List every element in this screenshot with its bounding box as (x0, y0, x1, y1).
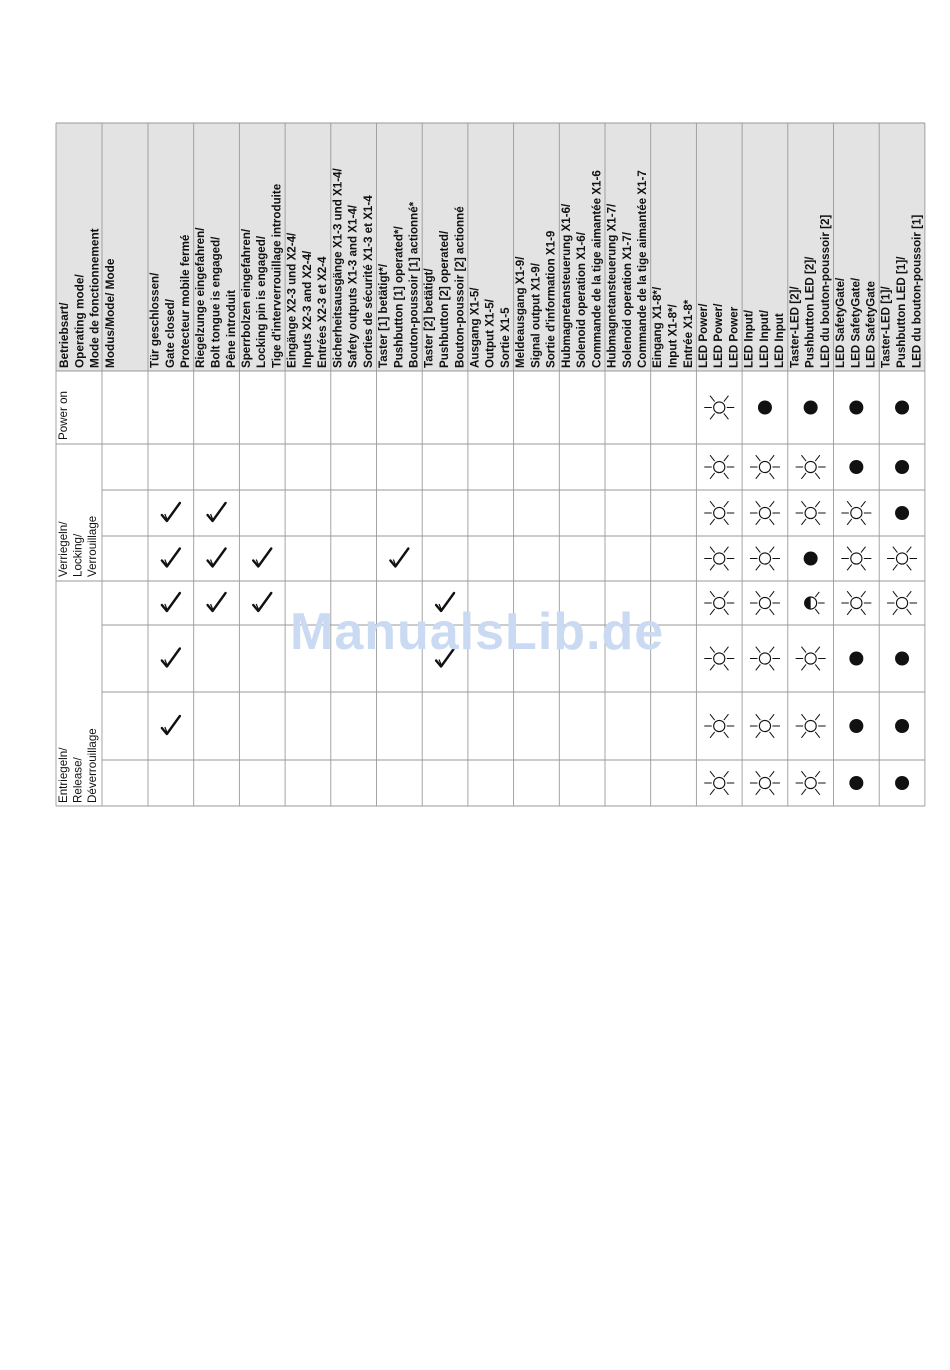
column-header: Commande de la tige aimantée X1-6 (590, 170, 604, 368)
led-on-icon (849, 401, 863, 415)
led-blinking-icon (704, 647, 734, 671)
column-header: LED Power/ (712, 303, 726, 368)
led-on-icon (895, 460, 909, 474)
led-blinking-icon (704, 714, 734, 738)
column-header: Hubmagnetansteuerung X1-7/ (605, 203, 619, 368)
check-mark (162, 649, 180, 667)
column-header: Sperrbolzen eingefahren/ (239, 228, 253, 368)
led-blinking-icon (750, 647, 780, 671)
led-blinking-icon (704, 501, 734, 525)
column-header: Solenoid operation X1-6/ (575, 232, 589, 368)
check-mark (390, 549, 408, 567)
column-header: Ausgang X1-5/ (468, 287, 482, 368)
led-blinking-icon (750, 501, 780, 525)
mode-header: Mode de fonctionnement (87, 228, 102, 368)
column-header: LED Power/ (696, 303, 710, 368)
column-header: Sorties de sécurité X1-3 et X1-4 (361, 195, 375, 368)
column-header: Pushbutton LED [2]/ (803, 256, 817, 368)
led-blinking-icon (750, 714, 780, 738)
mode-header: Betriebsart/ (57, 302, 71, 368)
led-on-icon (804, 401, 818, 415)
group-label-locking: Verriegeln/ (57, 521, 70, 577)
column-header: LED SafetyGate/ (834, 277, 847, 368)
check-mark (208, 549, 226, 567)
column-header: Pushbutton LED [1]/ (895, 256, 908, 368)
check-mark (208, 593, 226, 611)
column-header: LED du bouton-poussoir [1] (910, 214, 924, 368)
column-header: Riegelzunge eingefahren/ (194, 227, 208, 368)
check-mark (162, 716, 180, 734)
led-half-icon (805, 592, 825, 614)
column-header: Protecteur mobile fermé (179, 234, 193, 368)
led-on-icon (895, 506, 909, 520)
led-blinking-icon (796, 647, 826, 671)
column-header: Tür geschlossen/ (148, 272, 162, 368)
column-header: Taster [2] betätigt/ (422, 268, 436, 368)
column-header: Bouton-poussoir [1] actionné* (407, 201, 421, 368)
column-header: Bolt tongue is engaged/ (209, 236, 223, 368)
led-blinking-icon (796, 771, 826, 795)
led-blinking-icon (704, 547, 734, 571)
column-header: Signal output X1-9/ (529, 263, 543, 368)
led-blinking-icon (841, 591, 871, 615)
led-on-icon (849, 776, 863, 790)
column-header: Entrée X1-8* (681, 299, 695, 368)
led-blinking-icon (750, 455, 780, 479)
led-on-icon (895, 776, 909, 790)
column-header: Inputs X2-3 and X2-4/ (300, 250, 314, 368)
group-label-locking: Verrouillage (86, 515, 99, 577)
column-header: LED SafetyGate (864, 281, 878, 368)
group-label-release: Déverrouillage (86, 728, 99, 803)
led-blinking-icon (704, 591, 734, 615)
led-blinking-icon (750, 771, 780, 795)
led-on-icon (758, 401, 772, 415)
mode-header: Operating mode/ (72, 274, 87, 368)
column-header: LED Input/ (742, 310, 756, 368)
column-header: Safety outputs X1-3 and X1-4/ (346, 205, 360, 368)
led-blinking-icon (704, 455, 734, 479)
group-label-release: Release/ (71, 757, 85, 803)
column-header: LED Input/ (757, 310, 771, 368)
column-header: Pushbutton [2] operated/ (438, 230, 451, 368)
column-header: Hubmagnetansteuerung X1-6/ (559, 203, 573, 368)
column-header: Solenoid operation X1-7/ (620, 232, 634, 368)
column-header: Meldeausgang X1-9/ (514, 256, 528, 368)
column-header: Sortie d'information X1-9 (544, 230, 558, 368)
led-blinking-icon (750, 591, 780, 615)
led-blinking-icon (704, 771, 734, 795)
column-header: LED SafetyGate/ (849, 277, 863, 368)
column-header: Bouton-poussoir [2] actionné (453, 206, 467, 368)
column-header: Gate closed/ (163, 299, 177, 368)
led-blinking-icon (887, 591, 917, 615)
led-blinking-icon (704, 396, 734, 420)
column-header: Taster [1] betätigt*/ (377, 263, 390, 368)
column-header: Output X1-5/ (483, 299, 497, 368)
column-header: Pushbutton [1] operated*/ (392, 226, 406, 368)
column-header: Locking pin is engaged/ (255, 235, 269, 368)
column-header: Tige d'interverrouillage introduite (270, 183, 284, 368)
column-header: Commande de la tige aimantée X1-7 (636, 170, 650, 368)
check-mark (253, 549, 271, 567)
led-on-icon (849, 460, 863, 474)
led-on-icon (849, 719, 863, 733)
group-label-release: Entriegeln/ (57, 747, 70, 803)
column-header: Eingang X1-8*/ (651, 286, 665, 368)
led-on-icon (804, 552, 818, 566)
column-header: Eingänge X2-3 und X2-4/ (285, 232, 299, 368)
column-header: Sortie X1-5 (499, 307, 512, 368)
column-header: Pêne introduit (224, 290, 238, 368)
led-on-icon (895, 719, 909, 733)
led-blinking-icon (841, 501, 871, 525)
column-header: Taster-LED [1]/ (879, 286, 893, 368)
column-header: Input X1-8*/ (666, 304, 680, 368)
group-label-power-on: Power on (57, 391, 70, 440)
column-header: LED Power (727, 306, 741, 368)
column-header: LED du bouton-poussoir [2] (818, 214, 832, 368)
check-mark (162, 503, 180, 521)
led-blinking-icon (841, 547, 871, 571)
led-blinking-icon (796, 455, 826, 479)
watermark: ManualsLib.de (290, 603, 665, 661)
check-mark (208, 503, 226, 521)
column-header: LED Input (773, 313, 787, 368)
led-blinking-icon (796, 501, 826, 525)
column-header: Taster-LED [2]/ (788, 286, 802, 368)
mode-header: Modus/Mode/ Mode (102, 258, 117, 368)
led-on-icon (895, 401, 909, 415)
check-mark (162, 549, 180, 567)
check-mark (162, 593, 180, 611)
led-on-icon (849, 652, 863, 666)
check-mark (253, 593, 271, 611)
led-blinking-icon (750, 547, 780, 571)
led-blinking-icon (887, 547, 917, 571)
column-header: Entrées X2-3 et X2-4 (316, 256, 330, 368)
group-label-locking: Locking/ (71, 533, 85, 577)
led-on-icon (895, 652, 909, 666)
led-blinking-icon (796, 714, 826, 738)
column-header: Sicherheitsausgänge X1-3 und X1-4/ (331, 168, 345, 368)
